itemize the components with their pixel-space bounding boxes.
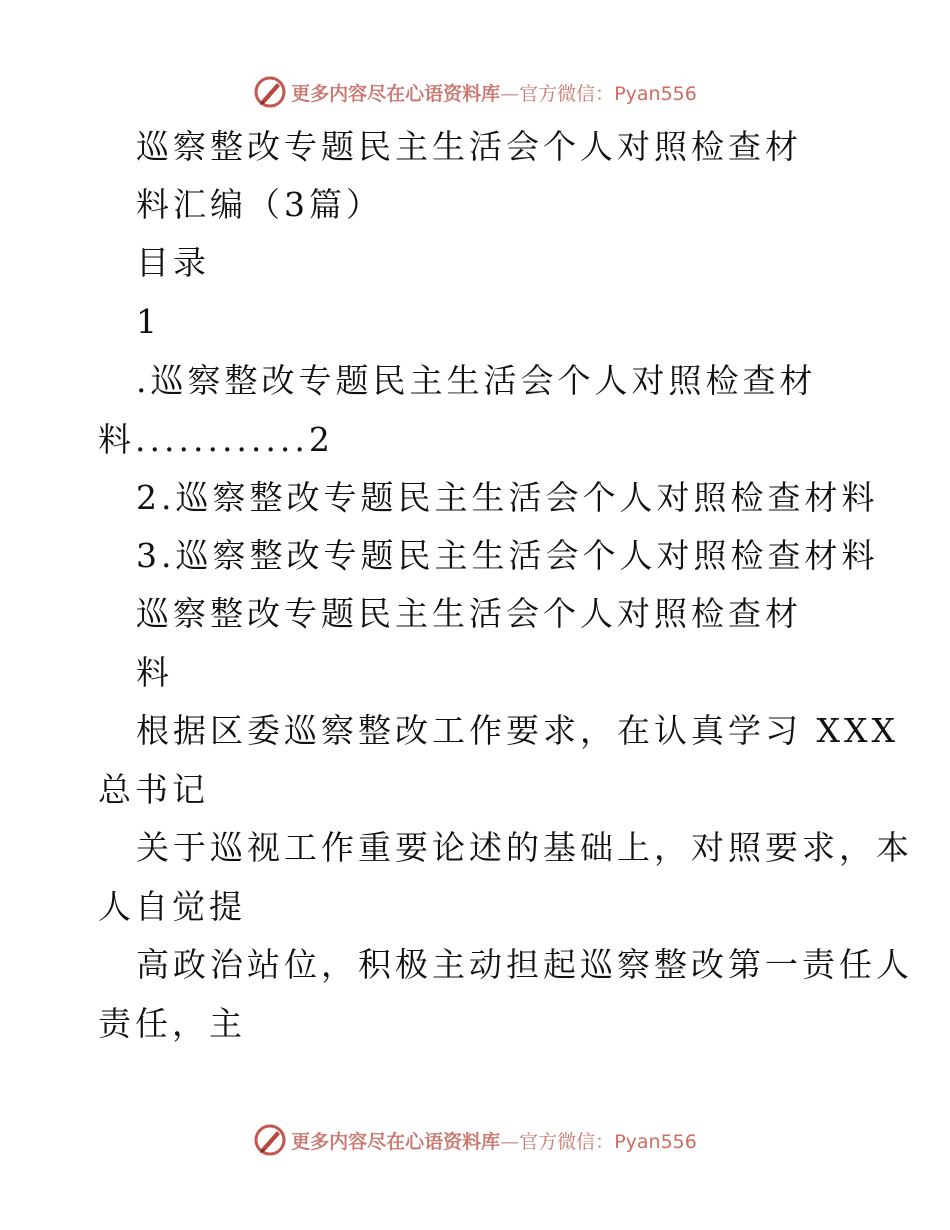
toc-heading: 目录 [136, 243, 210, 282]
toc-item1-number: 1 [136, 302, 161, 341]
section-title-line1: 巡察整改专题民主生活会个人对照检查材 [136, 594, 802, 633]
paragraph3-line1: 高政治站位，积极主动担起巡察整改第一责任人 [136, 945, 913, 984]
watermark-dash: — [500, 82, 520, 105]
watermark-brand: 更多内容尽在心语资料库 [291, 1130, 501, 1153]
document-title-line1: 巡察整改专题民主生活会个人对照检查材 [136, 127, 802, 166]
pen-logo-icon [253, 1123, 287, 1157]
watermark-label: 官方微信： [519, 82, 615, 105]
paragraph2-line2: 人自觉提 [98, 887, 246, 926]
watermark-brand: 更多内容尽在心语资料库 [291, 82, 501, 105]
watermark-dash: — [500, 1130, 520, 1153]
paragraph2-line1: 关于巡视工作重要论述的基础上，对照要求，本 [136, 828, 913, 867]
section-title-line2: 料 [136, 653, 173, 692]
paragraph3-line2: 责任，主 [98, 1004, 246, 1043]
paragraph1-line1: 根据区委巡察整改工作要求，在认真学习 XXX [136, 711, 899, 750]
toc-item2: 2.巡察整改专题民主生活会个人对照检查材料 [136, 478, 879, 517]
watermark-label: 官方微信： [519, 1130, 615, 1153]
watermark-footer [0, 1118, 950, 1162]
document-title-line2: 料汇编（3篇） [136, 185, 383, 224]
toc-item1-text: .巡察整改专题民主生活会个人对照检查材 [136, 361, 817, 400]
toc-item3: 3.巡察整改专题民主生活会个人对照检查材料 [136, 536, 879, 575]
paragraph1-line2: 总书记 [98, 770, 209, 809]
watermark-id: Pyan556 [614, 1130, 697, 1153]
watermark-text [291, 1127, 697, 1154]
toc-item1-continuation: 料............2 [98, 420, 334, 459]
watermark-id: Pyan556 [614, 82, 697, 105]
